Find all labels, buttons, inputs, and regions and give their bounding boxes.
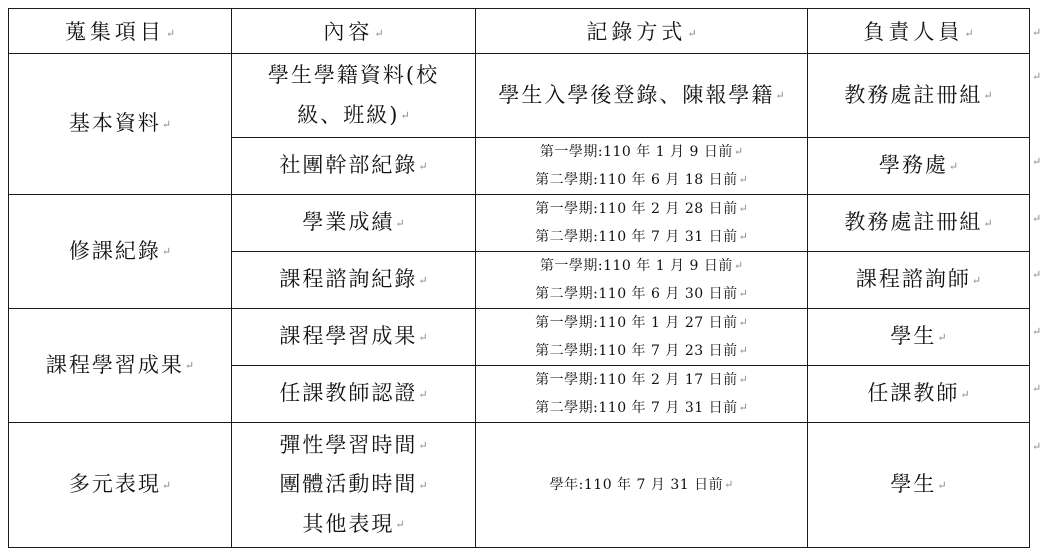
header-owner: 負責人員↵ — [808, 9, 1030, 54]
row-end-mark: ↵ — [1032, 440, 1042, 453]
record-schedule-table — [8, 8, 1030, 548]
method-cell: 第一學期:110 年 2 月 17 日前↵ 第二學期:110 年 7 月 31 日前↵ — [476, 366, 808, 423]
content-cell: 課程諮詢紀錄↵ — [232, 252, 476, 309]
row-end-mark: ↵ — [1032, 70, 1042, 83]
method-cell: 第一學期:110 年 1 月 9 日前↵ 第二學期:110 年 6 月 30 日前↵ — [476, 252, 808, 309]
header-method: 記錄方式↵ — [476, 9, 808, 54]
row-end-mark: ↵ — [1032, 382, 1042, 395]
owner-cell: 學生↵ — [808, 423, 1030, 548]
row-end-mark: ↵ — [1032, 155, 1042, 168]
owner-cell: 教務處註冊組↵ — [808, 54, 1030, 138]
owner-cell: 課程諮詢師↵ — [808, 252, 1030, 309]
content-cell: 學生學籍資料(校級、班級)↵ — [232, 54, 476, 138]
table-row — [9, 309, 1030, 366]
header-row — [9, 9, 1030, 54]
category-cell: 多元表現↵ — [9, 423, 232, 548]
method-cell: 第一學期:110 年 1 月 9 日前↵ 第二學期:110 年 6 月 18 日前↵ — [476, 138, 808, 195]
header-category: 蒐集項目↵ — [9, 9, 232, 54]
content-cell: 任課教師認證↵ — [232, 366, 476, 423]
table-row — [9, 54, 1030, 138]
owner-cell: 任課教師↵ — [808, 366, 1030, 423]
table-row — [9, 423, 1030, 548]
category-cell: 課程學習成果↵ — [9, 309, 232, 423]
header-content: 內容↵ — [232, 9, 476, 54]
content-cell: 課程學習成果↵ — [232, 309, 476, 366]
owner-cell: 教務處註冊組↵ — [808, 195, 1030, 252]
owner-cell: 學務處↵ — [808, 138, 1030, 195]
table-row — [9, 195, 1030, 252]
row-end-mark: ↵ — [1032, 26, 1042, 39]
method-cell: 學生入學後登錄、陳報學籍↵ — [476, 54, 808, 138]
category-cell: 基本資料↵ — [9, 54, 232, 195]
content-cell: 彈性學習時間↵ 團體活動時間↵ 其他表現↵ — [232, 423, 476, 548]
owner-cell: 學生↵ — [808, 309, 1030, 366]
row-end-mark: ↵ — [1032, 268, 1042, 281]
method-cell: 學年:110 年 7 月 31 日前↵ — [476, 423, 808, 548]
row-end-mark: ↵ — [1032, 325, 1042, 338]
content-cell: 社團幹部紀錄↵ — [232, 138, 476, 195]
method-cell: 第一學期:110 年 1 月 27 日前↵ 第二學期:110 年 7 月 23 日前↵ — [476, 309, 808, 366]
content-cell: 學業成績↵ — [232, 195, 476, 252]
category-cell: 修課紀錄↵ — [9, 195, 232, 309]
row-end-mark: ↵ — [1032, 212, 1042, 225]
method-cell: 第一學期:110 年 2 月 28 日前↵ 第二學期:110 年 7 月 31 日前↵ — [476, 195, 808, 252]
